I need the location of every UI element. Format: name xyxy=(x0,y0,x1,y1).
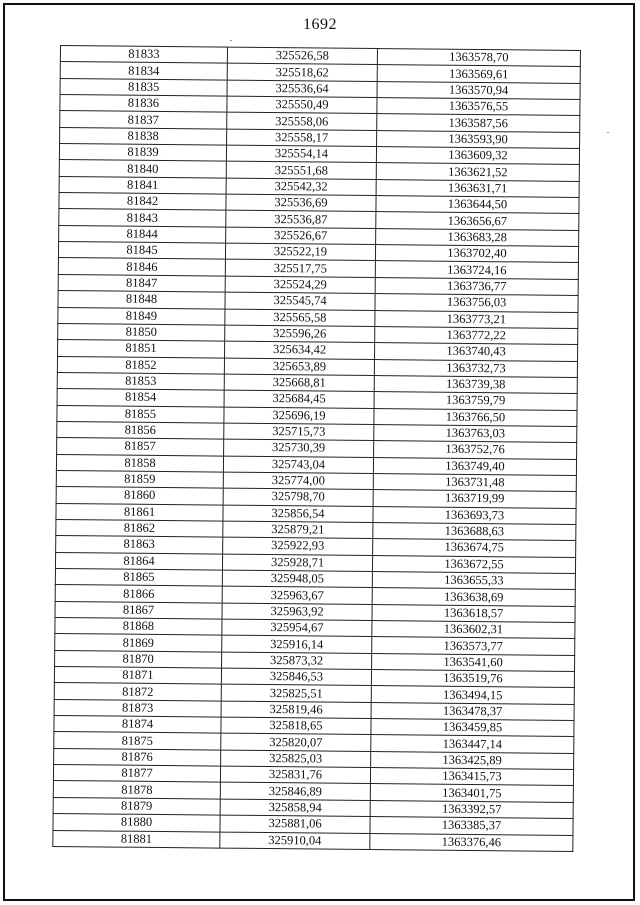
point-number-cell: 81875 xyxy=(54,732,221,750)
x-coordinate-cell: 325948,05 xyxy=(222,570,372,588)
y-coordinate-cell: 1363719,99 xyxy=(373,490,576,508)
y-coordinate-cell: 1363693,73 xyxy=(373,506,576,524)
y-coordinate-cell: 1363447,14 xyxy=(371,735,574,753)
y-coordinate-cell: 1363688,63 xyxy=(373,522,576,540)
point-number-cell: 81859 xyxy=(56,470,223,488)
x-coordinate-cell: 325818,65 xyxy=(221,717,371,735)
x-coordinate-cell: 325922,93 xyxy=(223,537,373,555)
point-number-cell: 81857 xyxy=(57,438,224,456)
x-coordinate-cell: 325831,76 xyxy=(220,766,370,784)
y-coordinate-cell: 1363740,43 xyxy=(374,343,577,361)
x-coordinate-cell: 325634,42 xyxy=(225,341,375,359)
x-coordinate-cell: 325558,06 xyxy=(227,112,377,130)
point-number-cell: 81869 xyxy=(55,634,222,652)
x-coordinate-cell: 325715,73 xyxy=(224,423,374,441)
x-coordinate-cell: 325846,89 xyxy=(220,783,370,801)
x-coordinate-cell: 325526,58 xyxy=(227,47,377,65)
point-number-cell: 81833 xyxy=(60,46,227,64)
point-number-cell: 81836 xyxy=(60,95,227,113)
point-number-cell: 81879 xyxy=(53,797,220,815)
y-coordinate-cell: 1363385,37 xyxy=(370,817,573,835)
y-coordinate-cell: 1363587,56 xyxy=(377,114,580,132)
point-number-cell: 81874 xyxy=(54,716,221,734)
page-number: 1692 xyxy=(303,16,337,33)
x-coordinate-cell: 325881,06 xyxy=(220,815,370,833)
point-number-cell: 81834 xyxy=(60,62,227,80)
x-coordinate-cell: 325653,89 xyxy=(224,358,374,376)
y-coordinate-cell: 1363739,38 xyxy=(374,375,577,393)
point-number-cell: 81872 xyxy=(54,683,221,701)
y-coordinate-cell: 1363376,46 xyxy=(370,833,573,851)
y-coordinate-cell: 1363602,31 xyxy=(372,621,575,639)
x-coordinate-cell: 325954,67 xyxy=(222,619,372,637)
y-coordinate-cell: 1363724,16 xyxy=(375,261,578,279)
x-coordinate-cell: 325916,14 xyxy=(222,635,372,653)
y-coordinate-cell: 1363683,28 xyxy=(376,228,579,246)
x-coordinate-cell: 325668,81 xyxy=(224,374,374,392)
coordinates-table-body xyxy=(53,46,581,852)
y-coordinate-cell: 1363631,71 xyxy=(376,179,579,197)
point-number-cell: 81873 xyxy=(54,699,221,717)
x-coordinate-cell: 325536,87 xyxy=(226,211,376,229)
y-coordinate-cell: 1363749,40 xyxy=(373,457,576,475)
x-coordinate-cell: 325522,19 xyxy=(225,243,375,261)
x-coordinate-cell: 325517,75 xyxy=(225,260,375,278)
y-coordinate-cell: 1363763,03 xyxy=(374,424,577,442)
y-coordinate-cell: 1363459,85 xyxy=(371,719,574,737)
y-coordinate-cell: 1363702,40 xyxy=(375,245,578,263)
point-number-cell: 81858 xyxy=(56,454,223,472)
x-coordinate-cell: 325825,51 xyxy=(221,684,371,702)
point-number-cell: 81868 xyxy=(55,618,222,636)
y-coordinate-cell: 1363573,77 xyxy=(372,637,575,655)
y-coordinate-cell: 1363732,73 xyxy=(374,359,577,377)
x-coordinate-cell: 325596,26 xyxy=(225,325,375,343)
y-coordinate-cell: 1363644,50 xyxy=(376,196,579,214)
point-number-cell: 81854 xyxy=(57,389,224,407)
y-coordinate-cell: 1363674,75 xyxy=(373,539,576,557)
y-coordinate-cell: 1363576,55 xyxy=(377,98,580,116)
point-number-cell: 81860 xyxy=(56,487,223,505)
point-number-cell: 81878 xyxy=(53,781,220,799)
x-coordinate-cell: 325963,67 xyxy=(222,586,372,604)
x-coordinate-cell: 325858,94 xyxy=(220,799,370,817)
point-number-cell: 81837 xyxy=(60,111,227,129)
point-number-cell: 81861 xyxy=(56,503,223,521)
x-coordinate-cell: 325774,00 xyxy=(223,472,373,490)
x-coordinate-cell: 325910,04 xyxy=(220,832,370,850)
point-number-cell: 81850 xyxy=(58,323,225,341)
x-coordinate-cell: 325963,92 xyxy=(222,603,372,621)
x-coordinate-cell: 325696,19 xyxy=(224,407,374,425)
point-number-cell: 81867 xyxy=(55,601,222,619)
x-coordinate-cell: 325550,49 xyxy=(227,96,377,114)
y-coordinate-cell: 1363618,57 xyxy=(372,604,575,622)
x-coordinate-cell: 325518,62 xyxy=(227,63,377,81)
point-number-cell: 81865 xyxy=(55,568,222,586)
point-number-cell: 81852 xyxy=(57,356,224,374)
y-coordinate-cell: 1363609,32 xyxy=(376,147,579,165)
x-coordinate-cell: 325554,14 xyxy=(226,145,376,163)
y-coordinate-cell: 1363578,70 xyxy=(377,49,580,67)
y-coordinate-cell: 1363478,37 xyxy=(371,702,574,720)
x-coordinate-cell: 325846,53 xyxy=(221,668,371,686)
x-coordinate-cell: 325542,32 xyxy=(226,178,376,196)
point-number-cell: 81849 xyxy=(58,307,225,325)
x-coordinate-cell: 325536,64 xyxy=(227,80,377,98)
point-number-cell: 81848 xyxy=(58,291,225,309)
x-coordinate-cell: 325825,03 xyxy=(221,750,371,768)
x-coordinate-cell: 325798,70 xyxy=(223,488,373,506)
x-coordinate-cell: 325545,74 xyxy=(225,292,375,310)
x-coordinate-cell: 325820,07 xyxy=(221,734,371,752)
y-coordinate-cell: 1363773,21 xyxy=(375,310,578,328)
point-number-cell: 81842 xyxy=(59,193,226,211)
x-coordinate-cell: 325526,67 xyxy=(226,227,376,245)
y-coordinate-cell: 1363638,69 xyxy=(372,588,575,606)
point-number-cell: 81839 xyxy=(59,144,226,162)
coordinates-table xyxy=(52,45,581,852)
point-number-cell: 81862 xyxy=(56,519,223,537)
y-coordinate-cell: 1363766,50 xyxy=(374,408,577,426)
y-coordinate-cell: 1363756,03 xyxy=(375,294,578,312)
point-number-cell: 81846 xyxy=(58,258,225,276)
y-coordinate-cell: 1363425,89 xyxy=(371,751,574,769)
point-number-cell: 81871 xyxy=(54,667,221,685)
x-coordinate-cell: 325558,17 xyxy=(227,129,377,147)
x-coordinate-cell: 325551,68 xyxy=(226,162,376,180)
x-coordinate-cell: 325856,54 xyxy=(223,505,373,523)
x-coordinate-cell: 325743,04 xyxy=(223,456,373,474)
y-coordinate-cell: 1363494,15 xyxy=(371,686,574,704)
scan-speck xyxy=(607,132,609,133)
point-number-cell: 81841 xyxy=(59,176,226,194)
y-coordinate-cell: 1363415,73 xyxy=(370,768,573,786)
point-number-cell: 81855 xyxy=(57,405,224,423)
coordinates-sheet xyxy=(52,45,585,852)
point-number-cell: 81880 xyxy=(53,814,220,832)
x-coordinate-cell: 325730,39 xyxy=(224,439,374,457)
x-coordinate-cell: 325819,46 xyxy=(221,701,371,719)
point-number-cell: 81840 xyxy=(59,160,226,178)
x-coordinate-cell: 325928,71 xyxy=(222,554,372,572)
x-coordinate-cell: 325524,29 xyxy=(225,276,375,294)
x-coordinate-cell: 325536,69 xyxy=(226,194,376,212)
y-coordinate-cell: 1363736,77 xyxy=(375,277,578,295)
point-number-cell: 81838 xyxy=(60,127,227,145)
point-number-cell: 81877 xyxy=(53,765,220,783)
y-coordinate-cell: 1363655,33 xyxy=(372,572,575,590)
y-coordinate-cell: 1363541,60 xyxy=(372,653,575,671)
y-coordinate-cell: 1363401,75 xyxy=(370,784,573,802)
y-coordinate-cell: 1363593,90 xyxy=(377,130,580,148)
y-coordinate-cell: 1363731,48 xyxy=(373,473,576,491)
point-number-cell: 81851 xyxy=(58,340,225,358)
y-coordinate-cell: 1363570,94 xyxy=(377,81,580,99)
y-coordinate-cell: 1363519,76 xyxy=(371,670,574,688)
y-coordinate-cell: 1363621,52 xyxy=(376,163,579,181)
y-coordinate-cell: 1363772,22 xyxy=(375,326,578,344)
y-coordinate-cell: 1363672,55 xyxy=(372,555,575,573)
point-number-cell: 81847 xyxy=(58,274,225,292)
point-number-cell: 81866 xyxy=(55,585,222,603)
point-number-cell: 81863 xyxy=(56,536,223,554)
y-coordinate-cell: 1363392,57 xyxy=(370,800,573,818)
y-coordinate-cell: 1363656,67 xyxy=(376,212,579,230)
x-coordinate-cell: 325879,21 xyxy=(223,521,373,539)
point-number-cell: 81835 xyxy=(60,78,227,96)
point-number-cell: 81845 xyxy=(58,242,225,260)
point-number-cell: 81843 xyxy=(59,209,226,227)
point-number-cell: 81881 xyxy=(53,830,220,848)
point-number-cell: 81870 xyxy=(55,650,222,668)
y-coordinate-cell: 1363569,61 xyxy=(377,65,580,83)
scan-speck xyxy=(230,40,232,41)
x-coordinate-cell: 325565,58 xyxy=(225,309,375,327)
y-coordinate-cell: 1363759,79 xyxy=(374,392,577,410)
point-number-cell: 81844 xyxy=(59,225,226,243)
x-coordinate-cell: 325684,45 xyxy=(224,390,374,408)
y-coordinate-cell: 1363752,76 xyxy=(374,441,577,459)
point-number-cell: 81853 xyxy=(57,372,224,390)
x-coordinate-cell: 325873,32 xyxy=(222,652,372,670)
point-number-cell: 81864 xyxy=(55,552,222,570)
point-number-cell: 81856 xyxy=(57,421,224,439)
point-number-cell: 81876 xyxy=(54,748,221,766)
